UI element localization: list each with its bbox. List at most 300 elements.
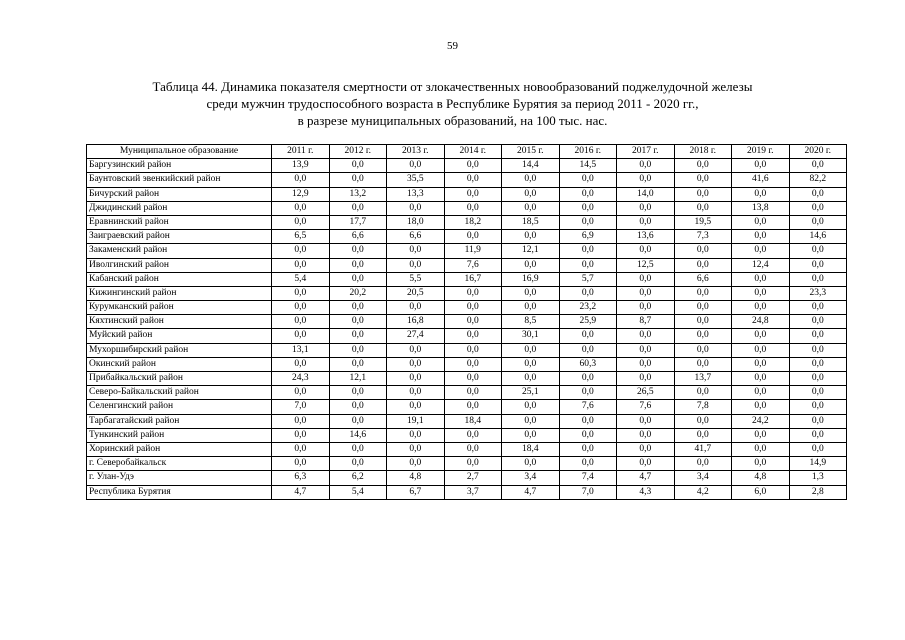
value-cell: 0,0: [789, 159, 847, 173]
value-cell: 6,6: [387, 230, 445, 244]
value-cell: 0,0: [617, 428, 675, 442]
value-cell: 17,7: [329, 215, 387, 229]
column-header: 2011 г.: [272, 145, 330, 159]
value-cell: 0,0: [272, 215, 330, 229]
value-cell: 0,0: [674, 173, 732, 187]
municipality-name-cell: г. Северобайкальск: [87, 457, 272, 471]
value-cell: 0,0: [502, 357, 560, 371]
value-cell: 4,7: [617, 471, 675, 485]
value-cell: 3,4: [674, 471, 732, 485]
value-cell: 6,3: [272, 471, 330, 485]
value-cell: 0,0: [732, 272, 790, 286]
value-cell: 7,6: [559, 400, 617, 414]
value-cell: 0,0: [387, 301, 445, 315]
value-cell: 0,0: [789, 258, 847, 272]
value-cell: 0,0: [732, 428, 790, 442]
table-title-line-1: Таблица 44. Динамика показателя смертности от злокачественных новообразований поджелудочной железы: [152, 79, 753, 94]
value-cell: 0,0: [329, 173, 387, 187]
table-row: [87, 372, 847, 386]
value-cell: 6,6: [329, 230, 387, 244]
value-cell: 0,0: [329, 457, 387, 471]
municipality-name-cell: Кижингинский район: [87, 286, 272, 300]
value-cell: 0,0: [444, 343, 502, 357]
value-cell: 0,0: [444, 372, 502, 386]
value-cell: 0,0: [789, 386, 847, 400]
value-cell: 0,0: [387, 244, 445, 258]
value-cell: 0,0: [559, 428, 617, 442]
column-header: 2016 г.: [559, 145, 617, 159]
value-cell: 0,0: [444, 386, 502, 400]
table-row: [87, 244, 847, 258]
value-cell: 0,0: [559, 173, 617, 187]
value-cell: 0,0: [789, 414, 847, 428]
value-cell: 13,8: [732, 201, 790, 215]
value-cell: 0,0: [329, 201, 387, 215]
column-header: 2014 г.: [444, 145, 502, 159]
value-cell: 0,0: [502, 301, 560, 315]
municipality-name-cell: Баунтовский эвенкийский район: [87, 173, 272, 187]
value-cell: 13,9: [272, 159, 330, 173]
value-cell: 0,0: [617, 173, 675, 187]
value-cell: 0,0: [789, 428, 847, 442]
value-cell: 0,0: [502, 187, 560, 201]
value-cell: 25,1: [502, 386, 560, 400]
municipality-name-cell: Заиграевский район: [87, 230, 272, 244]
value-cell: 0,0: [617, 159, 675, 173]
value-cell: 0,0: [272, 386, 330, 400]
municipality-name-cell: Иволгинский район: [87, 258, 272, 272]
value-cell: 0,0: [329, 272, 387, 286]
value-cell: 0,0: [617, 457, 675, 471]
value-cell: 0,0: [617, 414, 675, 428]
municipality-name-cell: Тарбагатайский район: [87, 414, 272, 428]
value-cell: 14,4: [502, 159, 560, 173]
table-header-row: [87, 145, 847, 159]
value-cell: 0,0: [329, 301, 387, 315]
value-cell: 0,0: [674, 414, 732, 428]
value-cell: 0,0: [444, 286, 502, 300]
value-cell: 0,0: [559, 372, 617, 386]
value-cell: 0,0: [732, 286, 790, 300]
value-cell: 0,0: [387, 428, 445, 442]
value-cell: 0,0: [559, 286, 617, 300]
value-cell: 12,9: [272, 187, 330, 201]
value-cell: 23,3: [789, 286, 847, 300]
value-cell: 0,0: [329, 159, 387, 173]
value-cell: 0,0: [617, 215, 675, 229]
value-cell: 0,0: [674, 457, 732, 471]
value-cell: 0,0: [789, 187, 847, 201]
value-cell: 0,0: [387, 343, 445, 357]
value-cell: 0,0: [732, 442, 790, 456]
mortality-table: [86, 144, 847, 500]
municipality-name-cell: Мухоршибирский район: [87, 343, 272, 357]
value-cell: 6,7: [387, 485, 445, 499]
value-cell: 0,0: [674, 301, 732, 315]
value-cell: 20,2: [329, 286, 387, 300]
table-row: [87, 315, 847, 329]
municipality-name-cell: Республика Бурятия: [87, 485, 272, 499]
value-cell: 26,5: [617, 386, 675, 400]
value-cell: 0,0: [674, 187, 732, 201]
value-cell: 0,0: [444, 329, 502, 343]
value-cell: 0,0: [387, 201, 445, 215]
value-cell: 24,8: [732, 315, 790, 329]
value-cell: 0,0: [502, 286, 560, 300]
column-header: Муниципальное образование: [87, 145, 272, 159]
value-cell: 0,0: [272, 244, 330, 258]
table-row: [87, 400, 847, 414]
value-cell: 0,0: [674, 286, 732, 300]
value-cell: 0,0: [272, 315, 330, 329]
value-cell: 14,9: [789, 457, 847, 471]
value-cell: 0,0: [674, 386, 732, 400]
value-cell: 0,0: [387, 258, 445, 272]
value-cell: 18,4: [444, 414, 502, 428]
value-cell: 0,0: [272, 442, 330, 456]
value-cell: 0,0: [502, 414, 560, 428]
value-cell: 0,0: [617, 244, 675, 258]
table-row: [87, 215, 847, 229]
table-row: [87, 442, 847, 456]
value-cell: 0,0: [789, 357, 847, 371]
value-cell: 4,8: [732, 471, 790, 485]
column-header: 2015 г.: [502, 145, 560, 159]
value-cell: 4,2: [674, 485, 732, 499]
table-row: [87, 301, 847, 315]
column-header: 2019 г.: [732, 145, 790, 159]
table-row: [87, 173, 847, 187]
table-title-line-3: в разрезе муниципальных образований, на 100 тыс. нас.: [297, 113, 608, 128]
value-cell: 0,0: [272, 286, 330, 300]
value-cell: 0,0: [272, 173, 330, 187]
value-cell: 82,2: [789, 173, 847, 187]
municipality-name-cell: Прибайкальский район: [87, 372, 272, 386]
value-cell: 19,1: [387, 414, 445, 428]
value-cell: 7,4: [559, 471, 617, 485]
value-cell: 0,0: [502, 457, 560, 471]
value-cell: 0,0: [732, 230, 790, 244]
value-cell: 14,0: [617, 187, 675, 201]
value-cell: 30,1: [502, 329, 560, 343]
value-cell: 0,0: [387, 357, 445, 371]
value-cell: 0,0: [329, 343, 387, 357]
value-cell: 0,0: [272, 428, 330, 442]
value-cell: 0,0: [387, 400, 445, 414]
value-cell: 0,0: [674, 428, 732, 442]
value-cell: 18,5: [502, 215, 560, 229]
value-cell: 0,0: [617, 372, 675, 386]
value-cell: 0,0: [387, 442, 445, 456]
table-row: [87, 201, 847, 215]
value-cell: 0,0: [674, 343, 732, 357]
table-row: [87, 471, 847, 485]
value-cell: 14,5: [559, 159, 617, 173]
value-cell: 0,0: [732, 457, 790, 471]
table-row: [87, 457, 847, 471]
value-cell: 4,7: [272, 485, 330, 499]
value-cell: 6,9: [559, 230, 617, 244]
value-cell: 24,3: [272, 372, 330, 386]
table-body: [87, 159, 847, 500]
value-cell: 0,0: [329, 244, 387, 258]
value-cell: 19,5: [674, 215, 732, 229]
column-header: 2018 г.: [674, 145, 732, 159]
value-cell: 0,0: [444, 315, 502, 329]
value-cell: 0,0: [674, 329, 732, 343]
value-cell: 0,0: [444, 457, 502, 471]
value-cell: 0,0: [559, 258, 617, 272]
municipality-name-cell: Кяхтинский район: [87, 315, 272, 329]
table-row: [87, 343, 847, 357]
value-cell: 20,5: [387, 286, 445, 300]
value-cell: 0,0: [559, 442, 617, 456]
value-cell: 11,9: [444, 244, 502, 258]
value-cell: 3,7: [444, 485, 502, 499]
value-cell: 0,0: [444, 400, 502, 414]
value-cell: 8,5: [502, 315, 560, 329]
value-cell: 0,0: [559, 187, 617, 201]
value-cell: 0,0: [387, 372, 445, 386]
value-cell: 0,0: [444, 230, 502, 244]
value-cell: 13,7: [674, 372, 732, 386]
column-header: 2012 г.: [329, 145, 387, 159]
table-row: [87, 187, 847, 201]
value-cell: 41,7: [674, 442, 732, 456]
municipality-name-cell: Баргузинский район: [87, 159, 272, 173]
value-cell: 13,3: [387, 187, 445, 201]
value-cell: 0,0: [387, 386, 445, 400]
column-header: 2017 г.: [617, 145, 675, 159]
value-cell: 0,0: [502, 343, 560, 357]
value-cell: 0,0: [329, 315, 387, 329]
value-cell: 0,0: [559, 244, 617, 258]
value-cell: 7,8: [674, 400, 732, 414]
value-cell: 0,0: [329, 329, 387, 343]
value-cell: 13,2: [329, 187, 387, 201]
value-cell: 4,7: [502, 485, 560, 499]
value-cell: 12,4: [732, 258, 790, 272]
value-cell: 0,0: [674, 159, 732, 173]
table-row: [87, 230, 847, 244]
value-cell: 0,0: [789, 372, 847, 386]
value-cell: 14,6: [789, 230, 847, 244]
value-cell: 1,3: [789, 471, 847, 485]
value-cell: 27,4: [387, 329, 445, 343]
municipality-name-cell: Бичурский район: [87, 187, 272, 201]
value-cell: 0,0: [617, 201, 675, 215]
value-cell: 0,0: [329, 357, 387, 371]
page-number: 59: [447, 40, 458, 52]
table-title: [60, 78, 845, 129]
municipality-name-cell: Селенгинский район: [87, 400, 272, 414]
value-cell: 16,7: [444, 272, 502, 286]
value-cell: 0,0: [329, 400, 387, 414]
table-row: [87, 357, 847, 371]
table-row: [87, 159, 847, 173]
value-cell: 0,0: [732, 386, 790, 400]
municipality-name-cell: Северо-Байкальский район: [87, 386, 272, 400]
value-cell: 0,0: [674, 258, 732, 272]
value-cell: 8,7: [617, 315, 675, 329]
value-cell: 0,0: [789, 201, 847, 215]
municipality-name-cell: г. Улан-Удэ: [87, 471, 272, 485]
value-cell: 4,8: [387, 471, 445, 485]
value-cell: 0,0: [617, 272, 675, 286]
value-cell: 35,5: [387, 173, 445, 187]
value-cell: 0,0: [559, 201, 617, 215]
value-cell: 7,0: [272, 400, 330, 414]
value-cell: 0,0: [502, 428, 560, 442]
value-cell: 0,0: [617, 301, 675, 315]
value-cell: 0,0: [502, 400, 560, 414]
column-header: 2013 г.: [387, 145, 445, 159]
table-row: [87, 414, 847, 428]
value-cell: 6,0: [732, 485, 790, 499]
value-cell: 41,6: [732, 173, 790, 187]
value-cell: 0,0: [559, 329, 617, 343]
value-cell: 3,4: [502, 471, 560, 485]
value-cell: 60,3: [559, 357, 617, 371]
value-cell: 4,3: [617, 485, 675, 499]
value-cell: 16,9: [502, 272, 560, 286]
value-cell: 12,5: [617, 258, 675, 272]
value-cell: 0,0: [444, 173, 502, 187]
table-row: [87, 286, 847, 300]
table-title-line-2: среди мужчин трудоспособного возраста в Республике Бурятия за период 2011 - 2020 гг.,: [206, 96, 699, 111]
value-cell: 0,0: [272, 201, 330, 215]
value-cell: 18,4: [502, 442, 560, 456]
value-cell: 0,0: [559, 414, 617, 428]
municipality-name-cell: Закаменский район: [87, 244, 272, 258]
value-cell: 0,0: [789, 244, 847, 258]
value-cell: 0,0: [559, 343, 617, 357]
value-cell: 7,6: [444, 258, 502, 272]
value-cell: 0,0: [674, 315, 732, 329]
value-cell: 0,0: [732, 372, 790, 386]
value-cell: 24,2: [732, 414, 790, 428]
value-cell: 0,0: [617, 357, 675, 371]
municipality-name-cell: Муйский район: [87, 329, 272, 343]
value-cell: 18,0: [387, 215, 445, 229]
value-cell: 0,0: [674, 201, 732, 215]
column-header: 2020 г.: [789, 145, 847, 159]
value-cell: 0,0: [502, 201, 560, 215]
municipality-name-cell: Еравнинский район: [87, 215, 272, 229]
value-cell: 0,0: [502, 230, 560, 244]
value-cell: 7,3: [674, 230, 732, 244]
value-cell: 0,0: [732, 343, 790, 357]
value-cell: 0,0: [329, 442, 387, 456]
value-cell: 25,9: [559, 315, 617, 329]
value-cell: 5,5: [387, 272, 445, 286]
table-row: [87, 272, 847, 286]
value-cell: 0,0: [272, 258, 330, 272]
value-cell: 0,0: [732, 159, 790, 173]
value-cell: 13,6: [617, 230, 675, 244]
value-cell: 0,0: [732, 357, 790, 371]
value-cell: 0,0: [674, 357, 732, 371]
value-cell: 23,2: [559, 301, 617, 315]
value-cell: 0,0: [789, 215, 847, 229]
value-cell: 0,0: [789, 301, 847, 315]
value-cell: 0,0: [617, 442, 675, 456]
municipality-name-cell: Кабанский район: [87, 272, 272, 286]
value-cell: 0,0: [502, 258, 560, 272]
value-cell: 0,0: [444, 428, 502, 442]
value-cell: 0,0: [674, 244, 732, 258]
value-cell: 0,0: [789, 442, 847, 456]
value-cell: 5,4: [272, 272, 330, 286]
value-cell: 0,0: [617, 343, 675, 357]
value-cell: 0,0: [387, 457, 445, 471]
value-cell: 0,0: [559, 457, 617, 471]
value-cell: 0,0: [272, 301, 330, 315]
value-cell: 0,0: [732, 301, 790, 315]
value-cell: 0,0: [329, 414, 387, 428]
value-cell: 6,6: [674, 272, 732, 286]
value-cell: 0,0: [617, 286, 675, 300]
value-cell: 7,6: [617, 400, 675, 414]
table-row: [87, 329, 847, 343]
value-cell: 2,8: [789, 485, 847, 499]
value-cell: 6,5: [272, 230, 330, 244]
value-cell: 0,0: [444, 442, 502, 456]
value-cell: 6,2: [329, 471, 387, 485]
value-cell: 0,0: [502, 173, 560, 187]
value-cell: 7,0: [559, 485, 617, 499]
value-cell: 0,0: [789, 315, 847, 329]
value-cell: 13,1: [272, 343, 330, 357]
value-cell: 0,0: [559, 215, 617, 229]
value-cell: 0,0: [329, 386, 387, 400]
table-row: [87, 386, 847, 400]
value-cell: 5,7: [559, 272, 617, 286]
municipality-name-cell: Курумканский район: [87, 301, 272, 315]
value-cell: 0,0: [444, 301, 502, 315]
value-cell: 0,0: [789, 343, 847, 357]
value-cell: 0,0: [329, 258, 387, 272]
value-cell: 0,0: [732, 400, 790, 414]
municipality-name-cell: Окинский район: [87, 357, 272, 371]
table-row: [87, 428, 847, 442]
value-cell: 0,0: [502, 372, 560, 386]
value-cell: 0,0: [387, 159, 445, 173]
value-cell: 0,0: [732, 244, 790, 258]
value-cell: 14,6: [329, 428, 387, 442]
value-cell: 0,0: [444, 187, 502, 201]
value-cell: 0,0: [272, 357, 330, 371]
municipality-name-cell: Хоринский район: [87, 442, 272, 456]
value-cell: 0,0: [559, 386, 617, 400]
value-cell: 12,1: [329, 372, 387, 386]
value-cell: 0,0: [789, 329, 847, 343]
value-cell: 0,0: [732, 329, 790, 343]
value-cell: 0,0: [732, 215, 790, 229]
value-cell: 0,0: [444, 159, 502, 173]
value-cell: 2,7: [444, 471, 502, 485]
value-cell: 0,0: [272, 457, 330, 471]
value-cell: 0,0: [789, 400, 847, 414]
value-cell: 0,0: [444, 357, 502, 371]
table-row: [87, 258, 847, 272]
table-row: [87, 485, 847, 499]
value-cell: 12,1: [502, 244, 560, 258]
value-cell: 0,0: [732, 187, 790, 201]
value-cell: 0,0: [617, 329, 675, 343]
value-cell: 0,0: [272, 329, 330, 343]
value-cell: 0,0: [444, 201, 502, 215]
